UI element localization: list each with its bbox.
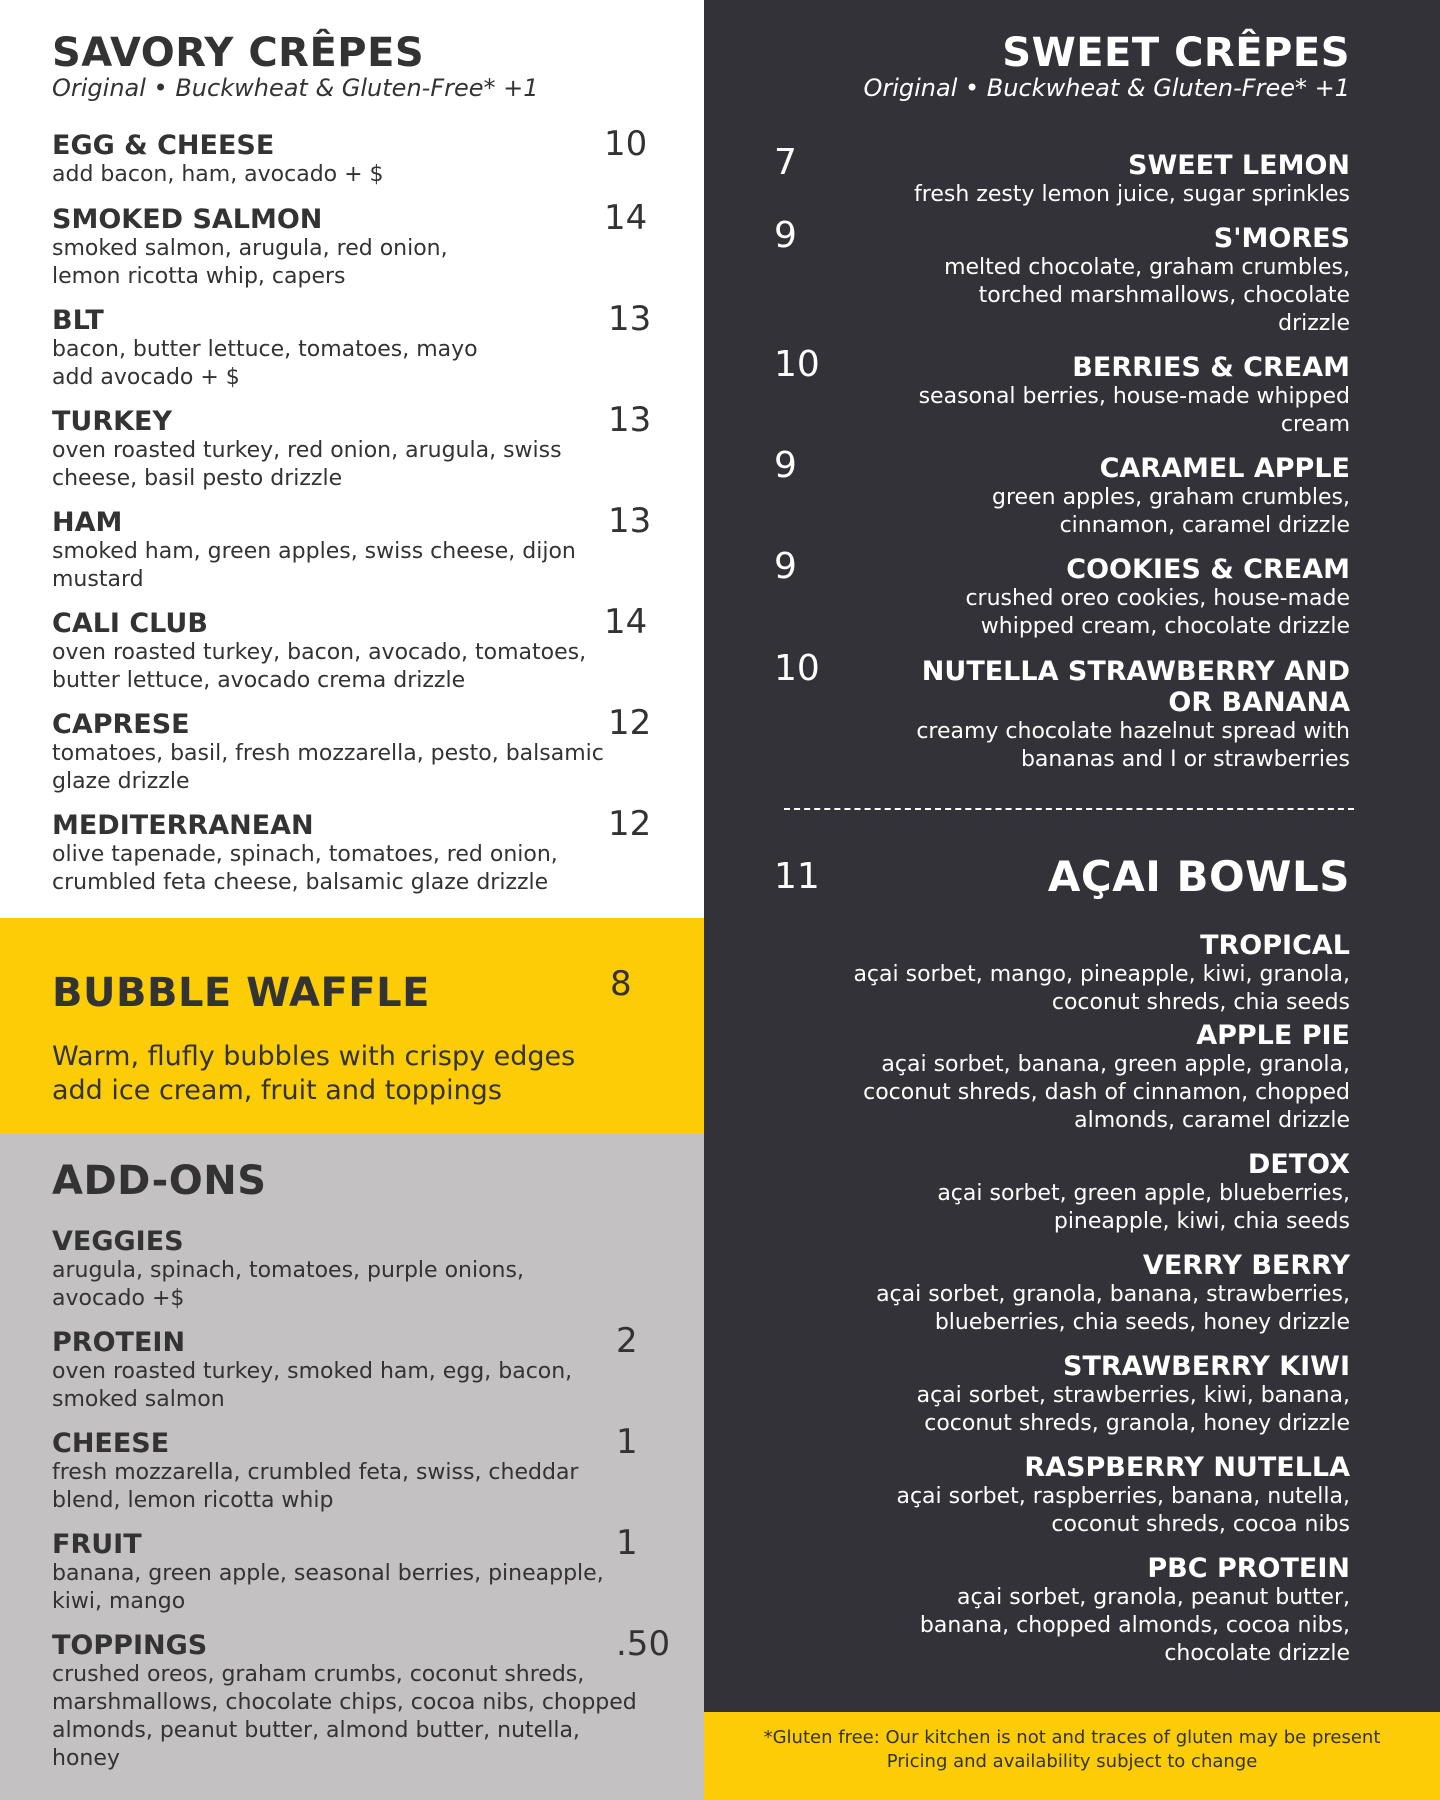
item-desc: chocolate drizzle [1164,1641,1350,1666]
menu-item [52,804,672,897]
acai-item [830,930,1350,1017]
item-price: 1 [616,1422,638,1462]
item-price: 9 [774,215,797,256]
item-desc: olive tapenade, spinach, tomatoes, red onion, [52,842,558,867]
item-name: STRAWBERRY KIWI [1063,1351,1350,1382]
item-name: EGG & CHEESE [52,130,275,161]
item-desc: açai sorbet, mango, pineapple, kiwi, granola, [853,962,1350,987]
addon-item [52,1523,672,1616]
savory-title: SAVORY CRÊPES [52,30,425,76]
menu-item [52,602,672,695]
item-name: VERRY BERRY [1142,1250,1350,1281]
item-desc: smoked salmon, arugula, red onion, [52,236,448,261]
item-desc: pineapple, kiwi, chia seeds [1053,1209,1350,1234]
item-price: .50 [616,1624,671,1664]
item-price: 9 [774,445,797,486]
item-desc: açai sorbet, granola, banana, strawberries, [876,1282,1350,1307]
item-desc: coconut shreds, chia seeds [1051,990,1350,1015]
item-desc: fresh zesty lemon juice, sugar sprinkles [914,182,1350,207]
item-name: TOPPINGS [52,1630,208,1661]
item-name: TURKEY [52,406,173,437]
item-desc: creamy chocolate hazelnut spread with [916,719,1350,744]
item-name: CARAMEL APPLE [1099,453,1350,484]
item-price: 2 [616,1321,638,1361]
bubble-waffle-section [0,918,704,1134]
item-price: 10 [604,124,648,164]
item-desc: add avocado + $ [52,365,240,390]
item-desc: glaze drizzle [52,769,190,794]
item-desc: crushed oreos, graham crumbs, coconut shreds, [52,1662,585,1687]
acai-item [830,1452,1350,1539]
item-name: FRUIT [52,1529,142,1560]
sweet-subtitle: Original • Buckwheat & Gluten-Free* +1 [863,74,1350,102]
item-desc: oven roasted turkey, smoked ham, egg, bacon, [52,1359,573,1384]
addon-item [52,1422,672,1515]
item-price: 10 [774,648,820,689]
item-desc: coconut shreds, granola, honey drizzle [924,1411,1350,1436]
item-price: 13 [608,400,652,440]
menu-item [830,150,1350,209]
item-price: 1 [616,1523,638,1563]
item-desc: smoked salmon [52,1387,225,1412]
waffle-title: BUBBLE WAFFLE [52,970,430,1016]
item-desc: cheese, basil pesto drizzle [52,466,343,491]
item-name: TROPICAL [1200,930,1350,961]
item-desc: cream [1280,412,1350,437]
menu-item [830,656,1350,774]
acai-price: 11 [774,856,820,897]
addon-item [52,1226,672,1313]
item-desc: seasonal berries, house-made whipped [918,384,1350,409]
item-price: 10 [774,344,820,385]
item-desc: oven roasted turkey, bacon, avocado, tomatoes, [52,640,587,665]
item-price: 7 [774,142,797,183]
acai-item [830,1351,1350,1438]
acai-item [830,1149,1350,1236]
item-name: BLT [52,305,104,336]
item-name: PBC PROTEIN [1147,1553,1350,1584]
item-name: APPLE PIE [1196,1020,1350,1051]
item-name: OR BANANA [1168,687,1350,718]
addon-item [52,1321,672,1414]
item-name: SMOKED SALMON [52,204,323,235]
item-price: 13 [608,501,652,541]
item-desc: marshmallows, chocolate chips, cocoa nibs, chopped [52,1690,637,1715]
item-desc: banana, green apple, seasonal berries, pineapple, [52,1561,604,1586]
item-name: CHEESE [52,1428,170,1459]
item-desc: açai sorbet, strawberries, kiwi, banana, [916,1383,1350,1408]
item-desc: blueberries, chia seeds, honey drizzle [934,1310,1350,1335]
item-name: NUTELLA STRAWBERRY AND [921,656,1350,687]
item-desc: arugula, spinach, tomatoes, purple onions, [52,1258,524,1283]
item-desc: blend, lemon ricotta whip [52,1488,334,1513]
item-name: BERRIES & CREAM [1072,352,1350,383]
item-desc: banana, chopped almonds, cocoa nibs, [919,1613,1350,1638]
menu-item [52,299,672,392]
disclaimer-line: Pricing and availability subject to change [886,1751,1258,1772]
item-desc: oven roasted turkey, red onion, arugula, swiss [52,438,562,463]
acai-title: AÇAI BOWLS [1047,852,1350,901]
item-desc: bananas and I or strawberries [1020,747,1350,772]
sweet-title: SWEET CRÊPES [1002,30,1350,76]
item-desc: add bacon, ham, avocado + $ [52,162,384,187]
waffle-desc-line: add ice cream, fruit and toppings [52,1075,502,1106]
waffle-price: 8 [610,964,632,1004]
item-desc: mustard [52,567,144,592]
acai-item [830,1250,1350,1337]
item-name: DETOX [1247,1149,1350,1180]
item-desc: green apples, graham crumbles, [992,485,1350,510]
item-desc: cinnamon, caramel drizzle [1059,513,1350,538]
disclaimer-line: *Gluten free: Our kitchen is not and traces of gluten may be present [763,1727,1381,1748]
item-desc: coconut shreds, cocoa nibs [1051,1512,1350,1537]
item-price: 12 [608,703,652,743]
add-ons-section [0,1134,704,1800]
item-desc: avocado +$ [52,1286,185,1311]
item-desc: fresh mozzarella, crumbled feta, swiss, cheddar [52,1460,579,1485]
item-name: PROTEIN [52,1327,186,1358]
item-desc: açai sorbet, green apple, blueberries, [937,1181,1350,1206]
item-desc: coconut shreds, dash of cinnamon, chopped [863,1080,1350,1105]
item-price: 13 [608,299,652,339]
menu-item [830,352,1350,439]
item-desc: crumbled feta cheese, balsamic glaze drizzle [52,870,549,895]
item-desc: almonds, caramel drizzle [1074,1108,1350,1133]
item-desc: lemon ricotta whip, capers [52,264,346,289]
menu-item [830,453,1350,540]
item-name: HAM [52,507,123,538]
item-price: 12 [608,804,652,844]
item-name: CAPRESE [52,709,190,740]
item-name: SWEET LEMON [1128,150,1350,181]
item-name: CALI CLUB [52,608,208,639]
waffle-desc-line: Warm, flufly bubbles with crispy edges [52,1041,576,1072]
disclaimer-footer [704,1712,1440,1800]
menu-item [52,703,672,796]
item-name: VEGGIES [52,1226,184,1257]
item-name: COOKIES & CREAM [1066,554,1350,585]
item-price: 14 [604,198,648,238]
menu-item [52,198,672,291]
savory-crepes-section [0,0,704,918]
item-price: 9 [774,546,797,587]
item-desc: drizzle [1278,311,1350,336]
item-name: S'MORES [1213,223,1350,254]
item-desc: melted chocolate, graham crumbles, [944,255,1350,280]
item-desc: crushed oreo cookies, house-made [965,586,1350,611]
menu-item [52,400,672,493]
item-desc: torched marshmallows, chocolate [978,283,1350,308]
item-desc: smoked ham, green apples, swiss cheese, dijon [52,539,576,564]
waffle-desc [52,1040,575,1108]
acai-item [830,1020,1350,1135]
addons-title: ADD-ONS [52,1158,267,1204]
menu-item [830,223,1350,338]
menu-item [52,124,672,189]
item-desc: honey [52,1746,120,1771]
item-desc: whipped cream, chocolate drizzle [980,614,1350,639]
item-desc: bacon, butter lettuce, tomatoes, mayo [52,337,478,362]
item-desc: butter lettuce, avocado crema drizzle [52,668,466,693]
savory-subtitle: Original • Buckwheat & Gluten-Free* +1 [52,74,539,102]
acai-item [830,1553,1350,1668]
item-name: MEDITERRANEAN [52,810,314,841]
right-column [704,0,1440,1800]
item-desc: açai sorbet, raspberries, banana, nutella, [896,1484,1350,1509]
left-column [0,0,704,1800]
addon-item [52,1624,672,1773]
item-desc: açai sorbet, granola, peanut butter, [957,1585,1350,1610]
item-price: 14 [604,602,648,642]
menu-item [830,554,1350,641]
item-desc: açai sorbet, banana, green apple, granola, [881,1052,1350,1077]
section-divider [784,808,1354,810]
item-desc: kiwi, mango [52,1589,186,1614]
item-desc: tomatoes, basil, fresh mozzarella, pesto, balsamic [52,741,604,766]
menu-item [52,501,672,594]
item-name: RASPBERRY NUTELLA [1024,1452,1350,1483]
item-desc: almonds, peanut butter, almond butter, nutella, [52,1718,580,1743]
